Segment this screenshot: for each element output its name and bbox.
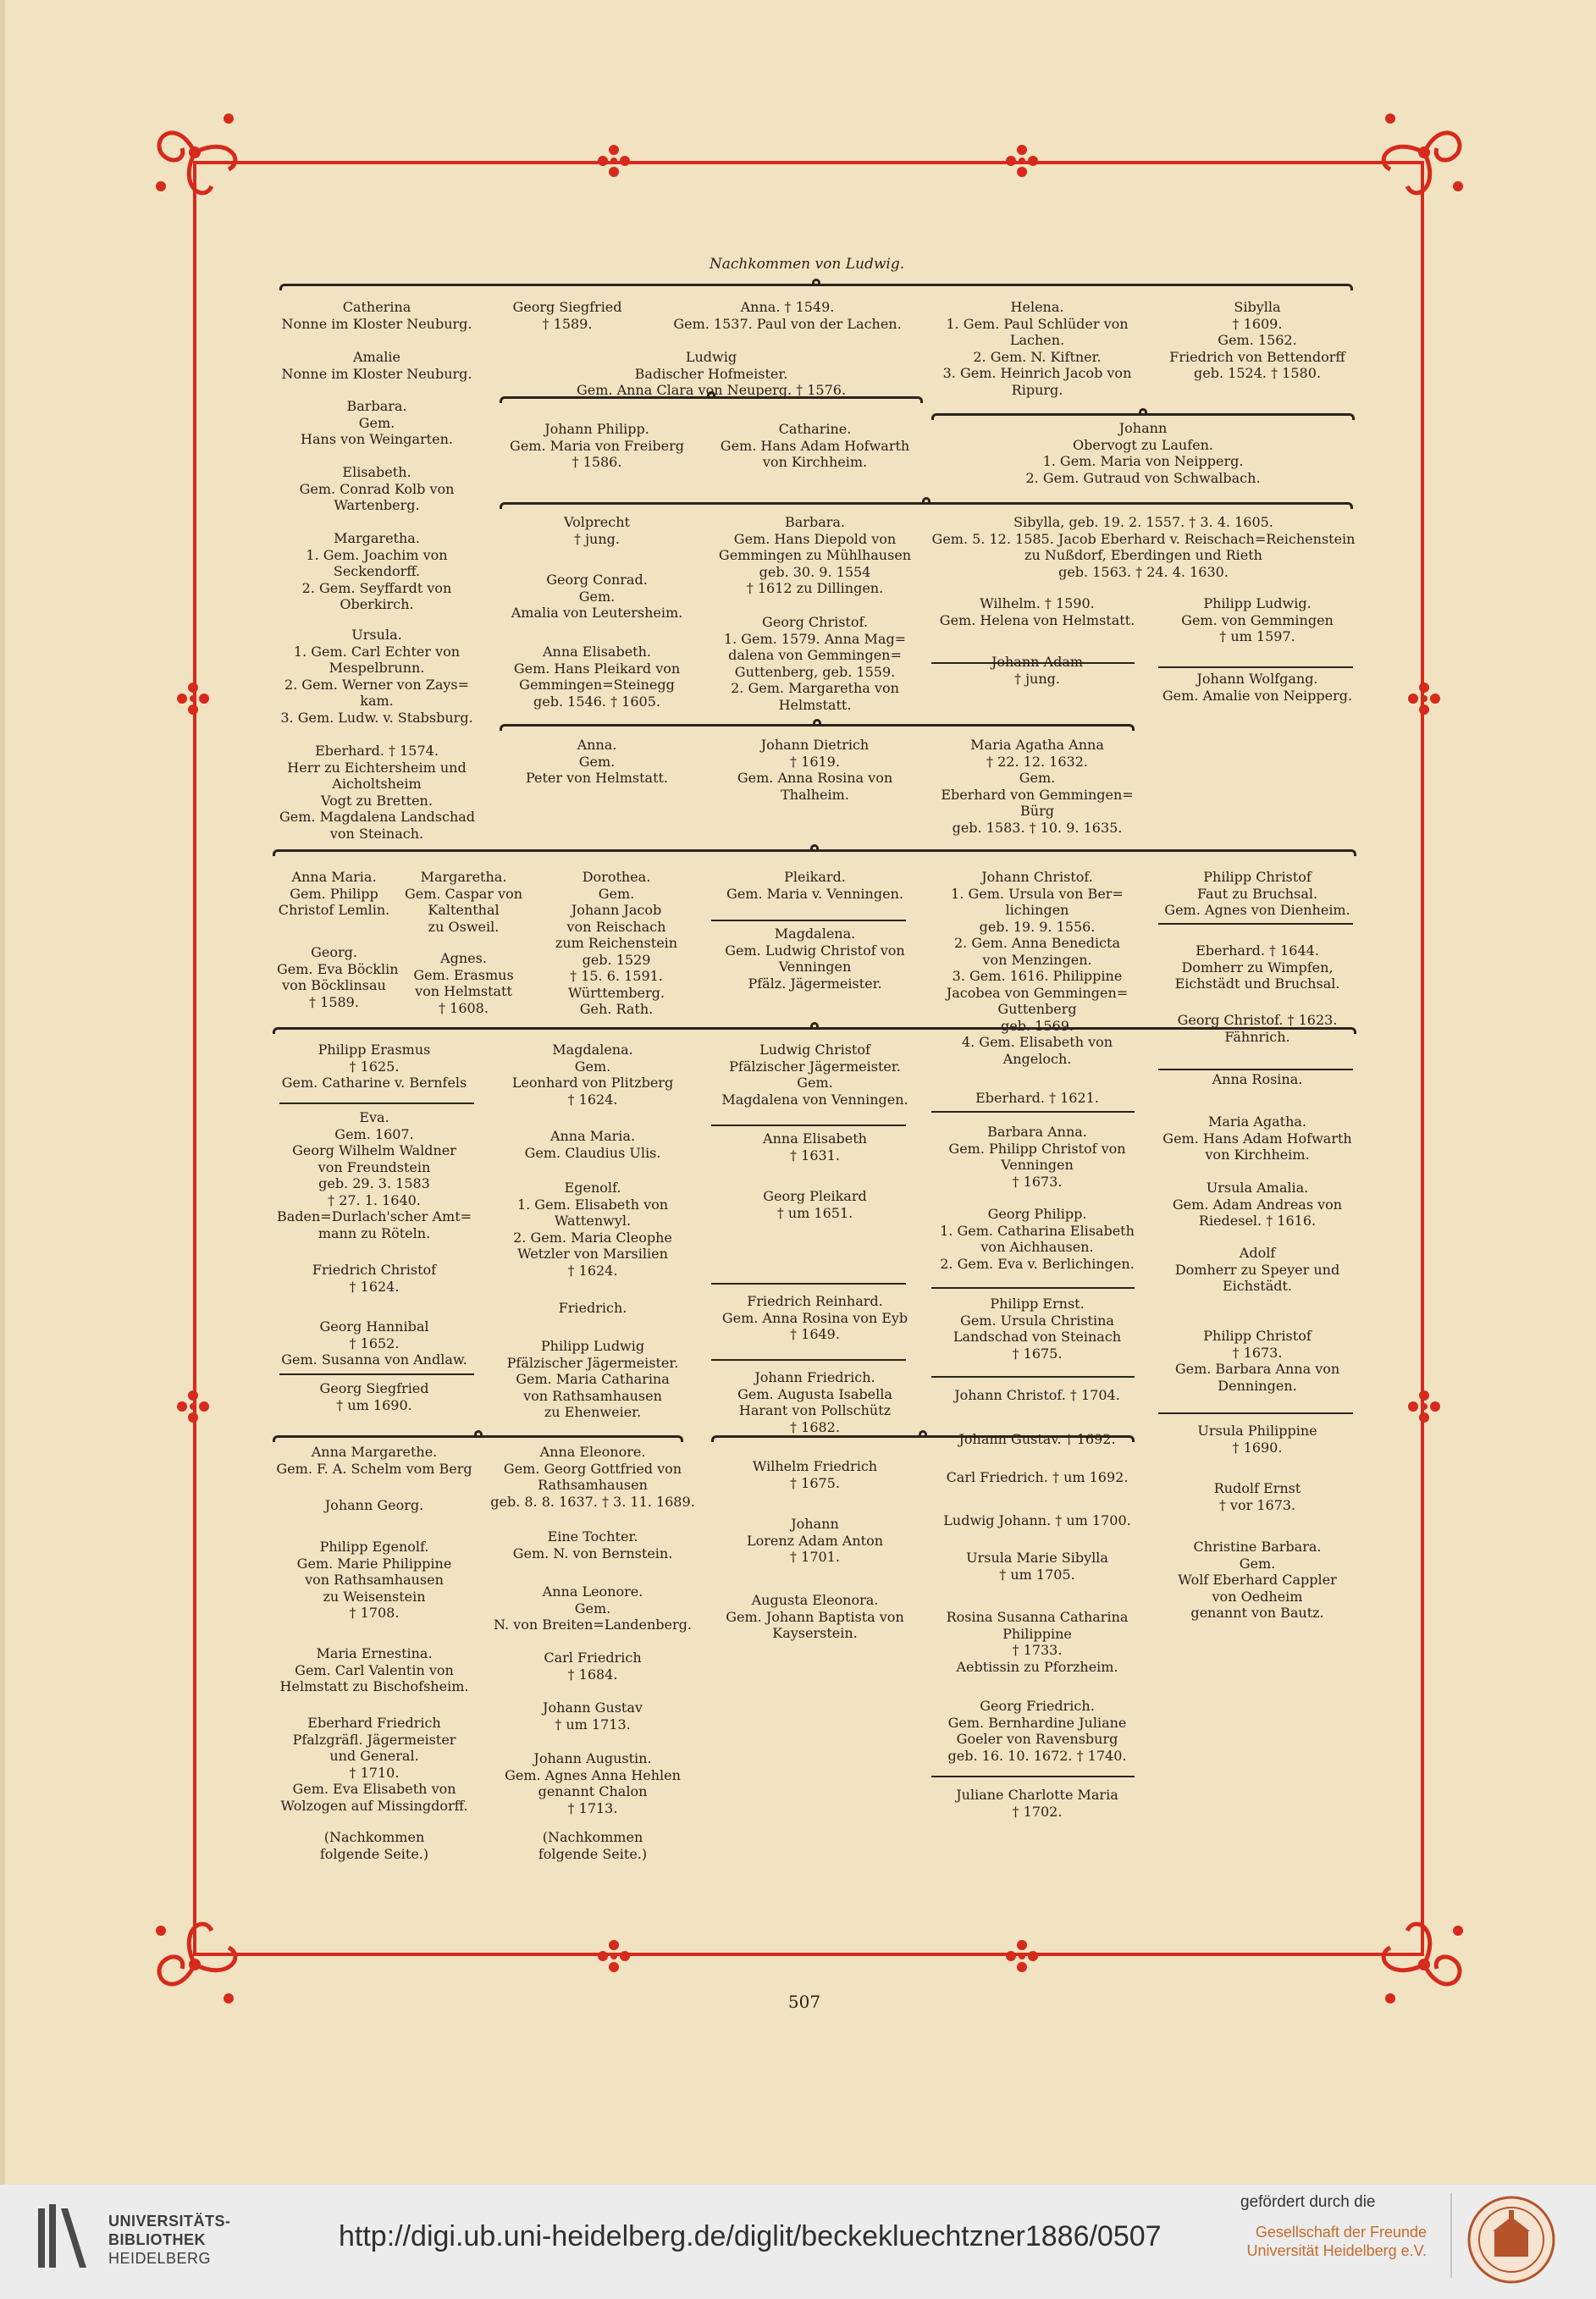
entry-eberhard: Eberhard. † 1574. Herr zu Eichtersheim und Aicholtsheim Vogt zu Bretten. Gem. Magdalena Landschad von Steinach. [279,743,476,842]
entry-sibylla-reischach: Sibylla, geb. 19. 2. 1557. † 3. 4. 1605. Gem. 5. 12. 1585. Jacob Eberhard v. Reischach=Reichenstein zu Nußdorf, Eberdingen und Rieth geb. 1563. † 24. 4. 1630. [931,514,1356,580]
entry-eberhard-domherr: Eberhard. † 1644. Domherr zu Wimpfen, Eichstädt und Bruchsal. [1174,942,1340,992]
entry-johann-wolfgang: Johann Wolfgang. Gem. Amalie von Neipperg. [1162,671,1353,704]
entry-philipp-egenolf: Philipp Egenolf. Gem. Marie Philippine von Rathsamhausen zu Weisenstein † 1708. [296,1539,452,1621]
entry-helena: Helena. 1. Gem. Paul Schlüder von Lachen. 2. Gem. N. Kiftner. 3. Gem. Heinrich Jacob von Ripurg. [942,299,1132,398]
ornament-flower-icon [593,1935,635,1977]
entry-anna-maria-ulis: Anna Maria. Gem. Claudius Ulis. [524,1128,661,1161]
divider-line [1158,1069,1353,1070]
entry-georg-christof: Georg Christof. 1. Gem. 1579. Anna Mag= dalena von Gemmingen= Guttenberg, geb. 1559. 2. Gem. Margaretha von Helmstatt. [723,614,907,713]
divider-line [711,920,906,921]
entry-philipp-erasmus: Philipp Erasmus † 1625. Gem. Catharine v. Bernfels [281,1042,467,1091]
entry-amalie: Amalie Nonne im Kloster Neuburg. [281,349,472,382]
entry-anna: Anna. † 1549. Gem. 1537. Paul von der Lachen. [673,299,902,332]
entry-johann-lorenz: Johann Lorenz Adam Anton † 1701. [746,1516,883,1565]
entry-johann-friedrich: Johann Friedrich. Gem. Augusta Isabella Harant von Pollschütz † 1682. [737,1369,892,1435]
entry-margaretha-kaltenthal: Margaretha. Gem. Caspar von Kaltenthal zu Osweil. [404,869,523,935]
library-logo-icon [34,2200,93,2276]
entry-anna-eleonore: Anna Eleonore. Gem. Georg Gottfried von Rathsamhausen geb. 8. 8. 1637. † 3. 11. 1689. [490,1444,695,1510]
entry-philipp-ernst: Philipp Ernst. Gem. Ursula Christina Landschad von Steinach † 1675. [953,1296,1122,1362]
entry-pleikard: Pleikard. Gem. Maria v. Venningen. [726,869,903,902]
entry-juliane-charlotte: Juliane Charlotte Maria † 1702. [956,1787,1118,1820]
entry-anna-helmstatt: Anna. Gem. Peter von Helmstatt. [525,737,669,786]
ornament-flower-icon [172,677,214,720]
entry-johann-gustav-1692: Johann Gustav. † 1692. [958,1431,1116,1447]
entry-ludwig: Ludwig Badischer Hofmeister. Gem. Anna Clara von Neuperg. † 1576. [576,349,847,398]
bracket-johann [500,502,1353,509]
university-seal-icon [1465,2193,1558,2286]
entry-maria-ernestina: Maria Ernestina. Gem. Carl Valentin von Helmstatt zu Bischofsheim. [279,1645,469,1694]
entry-johann-obervogt: Johann Obervogt zu Laufen. 1. Gem. Maria von Neipperg. 2. Gem. Gutraud von Schwalbach. [1025,420,1261,486]
entry-wilhelm: Wilhelm. † 1590. Gem. Helena von Helmstatt. [939,595,1135,628]
entry-philipp-christof-bruchsal: Philipp Christof Faut zu Bruchsal. Gem. Agnes von Dienheim. [1164,869,1350,918]
entry-georg: Georg. Gem. Eva Böcklin von Böcklinsau † 1589. [277,944,399,1010]
entry-anna-elisabeth-1631: Anna Elisabeth † 1631. [763,1130,867,1163]
entry-dorothea: Dorothea. Gem. Johann Jacob von Reischach zum Reichenstein geb. 1529 † 15. 6. 1591. Württemberg. Geh. Rath. [555,869,678,1017]
entry-rosina-susanna: Rosina Susanna Catharina Philippine † 1733. Aebtissin zu Pforzheim. [946,1609,1129,1675]
entry-anna-rosina: Anna Rosina. [1212,1071,1303,1087]
entry-georg-pleikard: Georg Pleikard † um 1651. [763,1188,867,1221]
page-title: Nachkommen von Ludwig. [709,256,905,273]
bracket-helena [931,413,1355,420]
divider-line [279,1103,474,1104]
ornament-flourish-icon [144,102,254,212]
ornament-flourish-icon [1365,102,1475,212]
divider-line [711,1359,906,1361]
sponsor-name: Gesellschaft der Freunde Universität Heidelberg e.V. [1246,2224,1427,2259]
page-number: 507 [787,1992,821,2012]
source-url-link[interactable]: http://digi.ub.uni-heidelberg.de/diglit/beckekluechtzner1886/0507 [339,2220,1162,2252]
entry-eine-tochter: Eine Tochter. Gem. N. von Bernstein. [512,1528,673,1561]
ornament-flower-icon [1403,677,1445,720]
entry-catharine: Catharine. Gem. Hans Adam Hofwarth von Kirchheim. [720,421,910,470]
entry-georg-friedrich: Georg Friedrich. Gem. Bernhardine Juliane Goeler von Ravensburg geb. 16. 10. 1672. † 1740. [947,1698,1127,1764]
entry-georg-siegfried: Georg Siegfried † 1589. [512,299,622,332]
divider-line [711,1125,906,1126]
entry-johann-gustav-1713: Johann Gustav † um 1713. [543,1699,643,1733]
entry-ursula: Ursula. 1. Gem. Carl Echter von Mespelbrunn. 2. Gem. Werner von Zays= kam. 3. Gem. Ludw. v. Stabsburg. [280,627,473,726]
ornament-flower-icon [1001,140,1043,182]
entry-georg-conrad: Georg Conrad. Gem. Amalia von Leutersheim. [511,572,683,621]
entry-barbara: Barbara. Gem. Hans von Weingarten. [301,398,453,447]
ornament-flower-icon [593,140,635,182]
entry-georg-philipp: Georg Philipp. 1. Gem. Catharina Elisabeth von Aichhausen. 2. Gem. Eva v. Berlichingen. [940,1206,1135,1272]
entry-catherina: Catherina Nonne im Kloster Neuburg. [281,299,472,332]
entry-eberhard-1621: Eberhard. † 1621. [975,1090,1099,1106]
entry-elisabeth: Elisabeth. Gem. Conrad Kolb von Wartenberg. [299,464,455,513]
entry-magdalena-venningen: Magdalena. Gem. Ludwig Christof von Venningen Pfälz. Jägermeister. [725,926,905,992]
entry-johann-christof: Johann Christof. 1. Gem. Ursula von Ber= lichingen geb. 19. 9. 1556. 2. Gem. Anna Benedicta von Menzingen. 3. Gem. 1616. Philippine Jacobea von Gemmingen= Guttenberg geb. 1569. 4. Gem. Elisabeth von Angeloch. [946,869,1129,1067]
entry-ludwig-johann: Ludwig Johann. † um 1700. [943,1512,1131,1528]
entry-georg-hannibal: Georg Hannibal † 1652. Gem. Susanna von Andlaw. [281,1318,467,1368]
entry-johann-adam: Johann Adam † jung. [991,654,1084,687]
entry-johann-dietrich: Johann Dietrich † 1619. Gem. Anna Rosina von Thalheim. [737,737,893,803]
divider-line [279,1373,474,1375]
entry-rudolf-ernst: Rudolf Ernst † vor 1673. [1213,1480,1301,1513]
entry-johann-augustin: Johann Augustin. Gem. Agnes Anna Hehlen genannt Chalon † 1713. [505,1750,681,1816]
entry-georg-siegfried-1690: Georg Siegfried † um 1690. [319,1380,429,1413]
entry-johann-christof-1704: Johann Christof. † 1704. [954,1387,1120,1403]
entry-philipp-christof: Philipp Christof † 1673. Gem. Barbara Anna von Denningen. [1174,1328,1340,1394]
bracket-generation-2 [273,849,1356,856]
entry-eva-waldner: Eva. Gem. 1607. Georg Wilhelm Waldner von Freundstein geb. 29. 3. 1583 † 27. 1. 1640. Baden=Durlach'scher Amt= mann zu Röteln. [276,1109,472,1241]
divider-line [931,1376,1135,1378]
entry-philipp-ludwig: Philipp Ludwig. Gem. von Gemmingen † um 1597. [1181,595,1334,644]
entry-anna-maria: Anna Maria. Gem. Philipp Christof Lemlin. [278,869,390,918]
sponsor-intro: gefördert durch die [1240,2193,1376,2211]
entry-christine-barbara: Christine Barbara. Gem. Wolf Eberhard Cappler von Oedheim genannt von Bautz. [1178,1539,1337,1621]
entry-augusta-eleonora: Augusta Eleonora. Gem. Johann Baptista von Kayserstein. [726,1592,904,1641]
entry-volprecht: Volprecht † jung. [564,514,630,547]
entry-friedrich-christof: Friedrich Christof † 1624. [312,1262,437,1295]
ornament-flower-icon [172,1385,214,1428]
entry-friedrich: Friedrich. [558,1300,627,1316]
entry-wilhelm-friedrich: Wilhelm Friedrich † 1675. [752,1458,878,1491]
entry-philipp-ludwig-jaegermeister: Philipp Ludwig Pfälzischer Jägermeister. Gem. Maria Catharina von Rathsamhausen zu Ehenweier. [506,1338,679,1420]
footer-divider [1450,2193,1452,2278]
ornament-flower-icon [1001,1935,1043,1977]
divider-line [931,1287,1135,1289]
entry-anna-elisabeth: Anna Elisabeth. Gem. Hans Pleikard von Gemmingen=Steinegg geb. 1546. † 1605. [513,644,681,710]
entry-adolf: Adolf Domherr zu Speyer und Eichstädt. [1174,1245,1340,1294]
entry-ludwig-christof: Ludwig Christof Pfälzischer Jägermeister. Gem. Magdalena von Venningen. [721,1042,908,1108]
divider-line [931,1111,1135,1113]
bracket-generation-4a [273,1435,683,1442]
ornament-flower-icon [1403,1385,1445,1428]
divider-line [711,1283,906,1285]
bracket-generation-1 [279,284,1353,290]
entry-johann-philipp: Johann Philipp. Gem. Maria von Freiberg † 1586. [510,421,684,470]
entry-nachkommen-note-1: (Nachkommen folgende Seite.) [319,1829,429,1862]
ornament-flourish-icon [144,1905,254,2015]
entry-maria-agatha: Maria Agatha. Gem. Hans Adam Hofwarth von Kirchheim. [1162,1114,1352,1163]
entry-friedrich-reinhard: Friedrich Reinhard. Gem. Anna Rosina von Eyb † 1649. [721,1293,908,1342]
entry-anna-leonore: Anna Leonore. Gem. N. von Breiten=Landenberg. [494,1583,692,1633]
divider-line [1158,1412,1353,1414]
entry-barbara-diepold: Barbara. Gem. Hans Diepold von Gemmingen zu Mühlhausen geb. 30. 9. 1554 † 1612 zu Dillingen. [718,514,912,596]
entry-carl-friedrich-1684: Carl Friedrich † 1684. [544,1650,642,1683]
entry-ursula-marie-sibylla: Ursula Marie Sibylla † um 1705. [966,1550,1108,1583]
entry-georg-christof-faehnrich: Georg Christof. † 1623. Fähnrich. [1177,1012,1338,1045]
entry-margaretha: Margaretha. 1. Gem. Joachim von Seckendorff. 2. Gem. Seyffardt von Oberkirch. [301,530,452,612]
entry-ursula-amalia: Ursula Amalia. Gem. Adam Andreas von Riedesel. † 1616. [1172,1180,1343,1229]
entry-maria-agatha-anna: Maria Agatha Anna † 22. 12. 1632. Gem. Eberhard von Gemmingen= Bürg geb. 1583. † 10. 9. 1635. [941,737,1134,836]
entry-egenolf: Egenolf. 1. Gem. Elisabeth von Wattenwyl. 2. Gem. Maria Cleophe Wetzler von Marsilien † 1624. [513,1180,672,1279]
bracket-georg-christof [500,724,1135,731]
entry-agnes: Agnes. Gem. Erasmus von Helmstatt † 1608. [413,950,514,1016]
entry-carl-friedrich-1692: Carl Friedrich. † um 1692. [946,1469,1129,1485]
entry-sibylla: Sibylla † 1609. Gem. 1562. Friedrich von Bettendorff geb. 1524. † 1580. [1169,299,1345,381]
divider-line [1158,666,1353,668]
entry-eberhard-friedrich: Eberhard Friedrich Pfalzgräfl. Jägermeister und General. † 1710. Gem. Eva Elisabeth von Wolzogen auf Missingdorff. [280,1715,468,1814]
library-name: UNIVERSITÄTS- BIBLIOTHEK HEIDELBERG [108,2213,231,2267]
entry-magdalena-plitzberg: Magdalena. Gem. Leonhard von Plitzberg † 1624. [511,1042,674,1108]
divider-line [1158,923,1353,925]
entry-nachkommen-note-2: (Nachkommen folgende Seite.) [538,1829,648,1862]
entry-ursula-philippine: Ursula Philippine † 1690. [1197,1423,1317,1456]
entry-barbara-anna: Barbara Anna. Gem. Philipp Christof von Venningen † 1673. [948,1124,1126,1190]
entry-johann-georg: Johann Georg. [324,1497,424,1513]
entry-anna-margarethe: Anna Margarethe. Gem. F. A. Schelm vom Berg [276,1444,472,1477]
ornament-flourish-icon [1365,1905,1475,2015]
divider-line [931,1776,1135,1777]
